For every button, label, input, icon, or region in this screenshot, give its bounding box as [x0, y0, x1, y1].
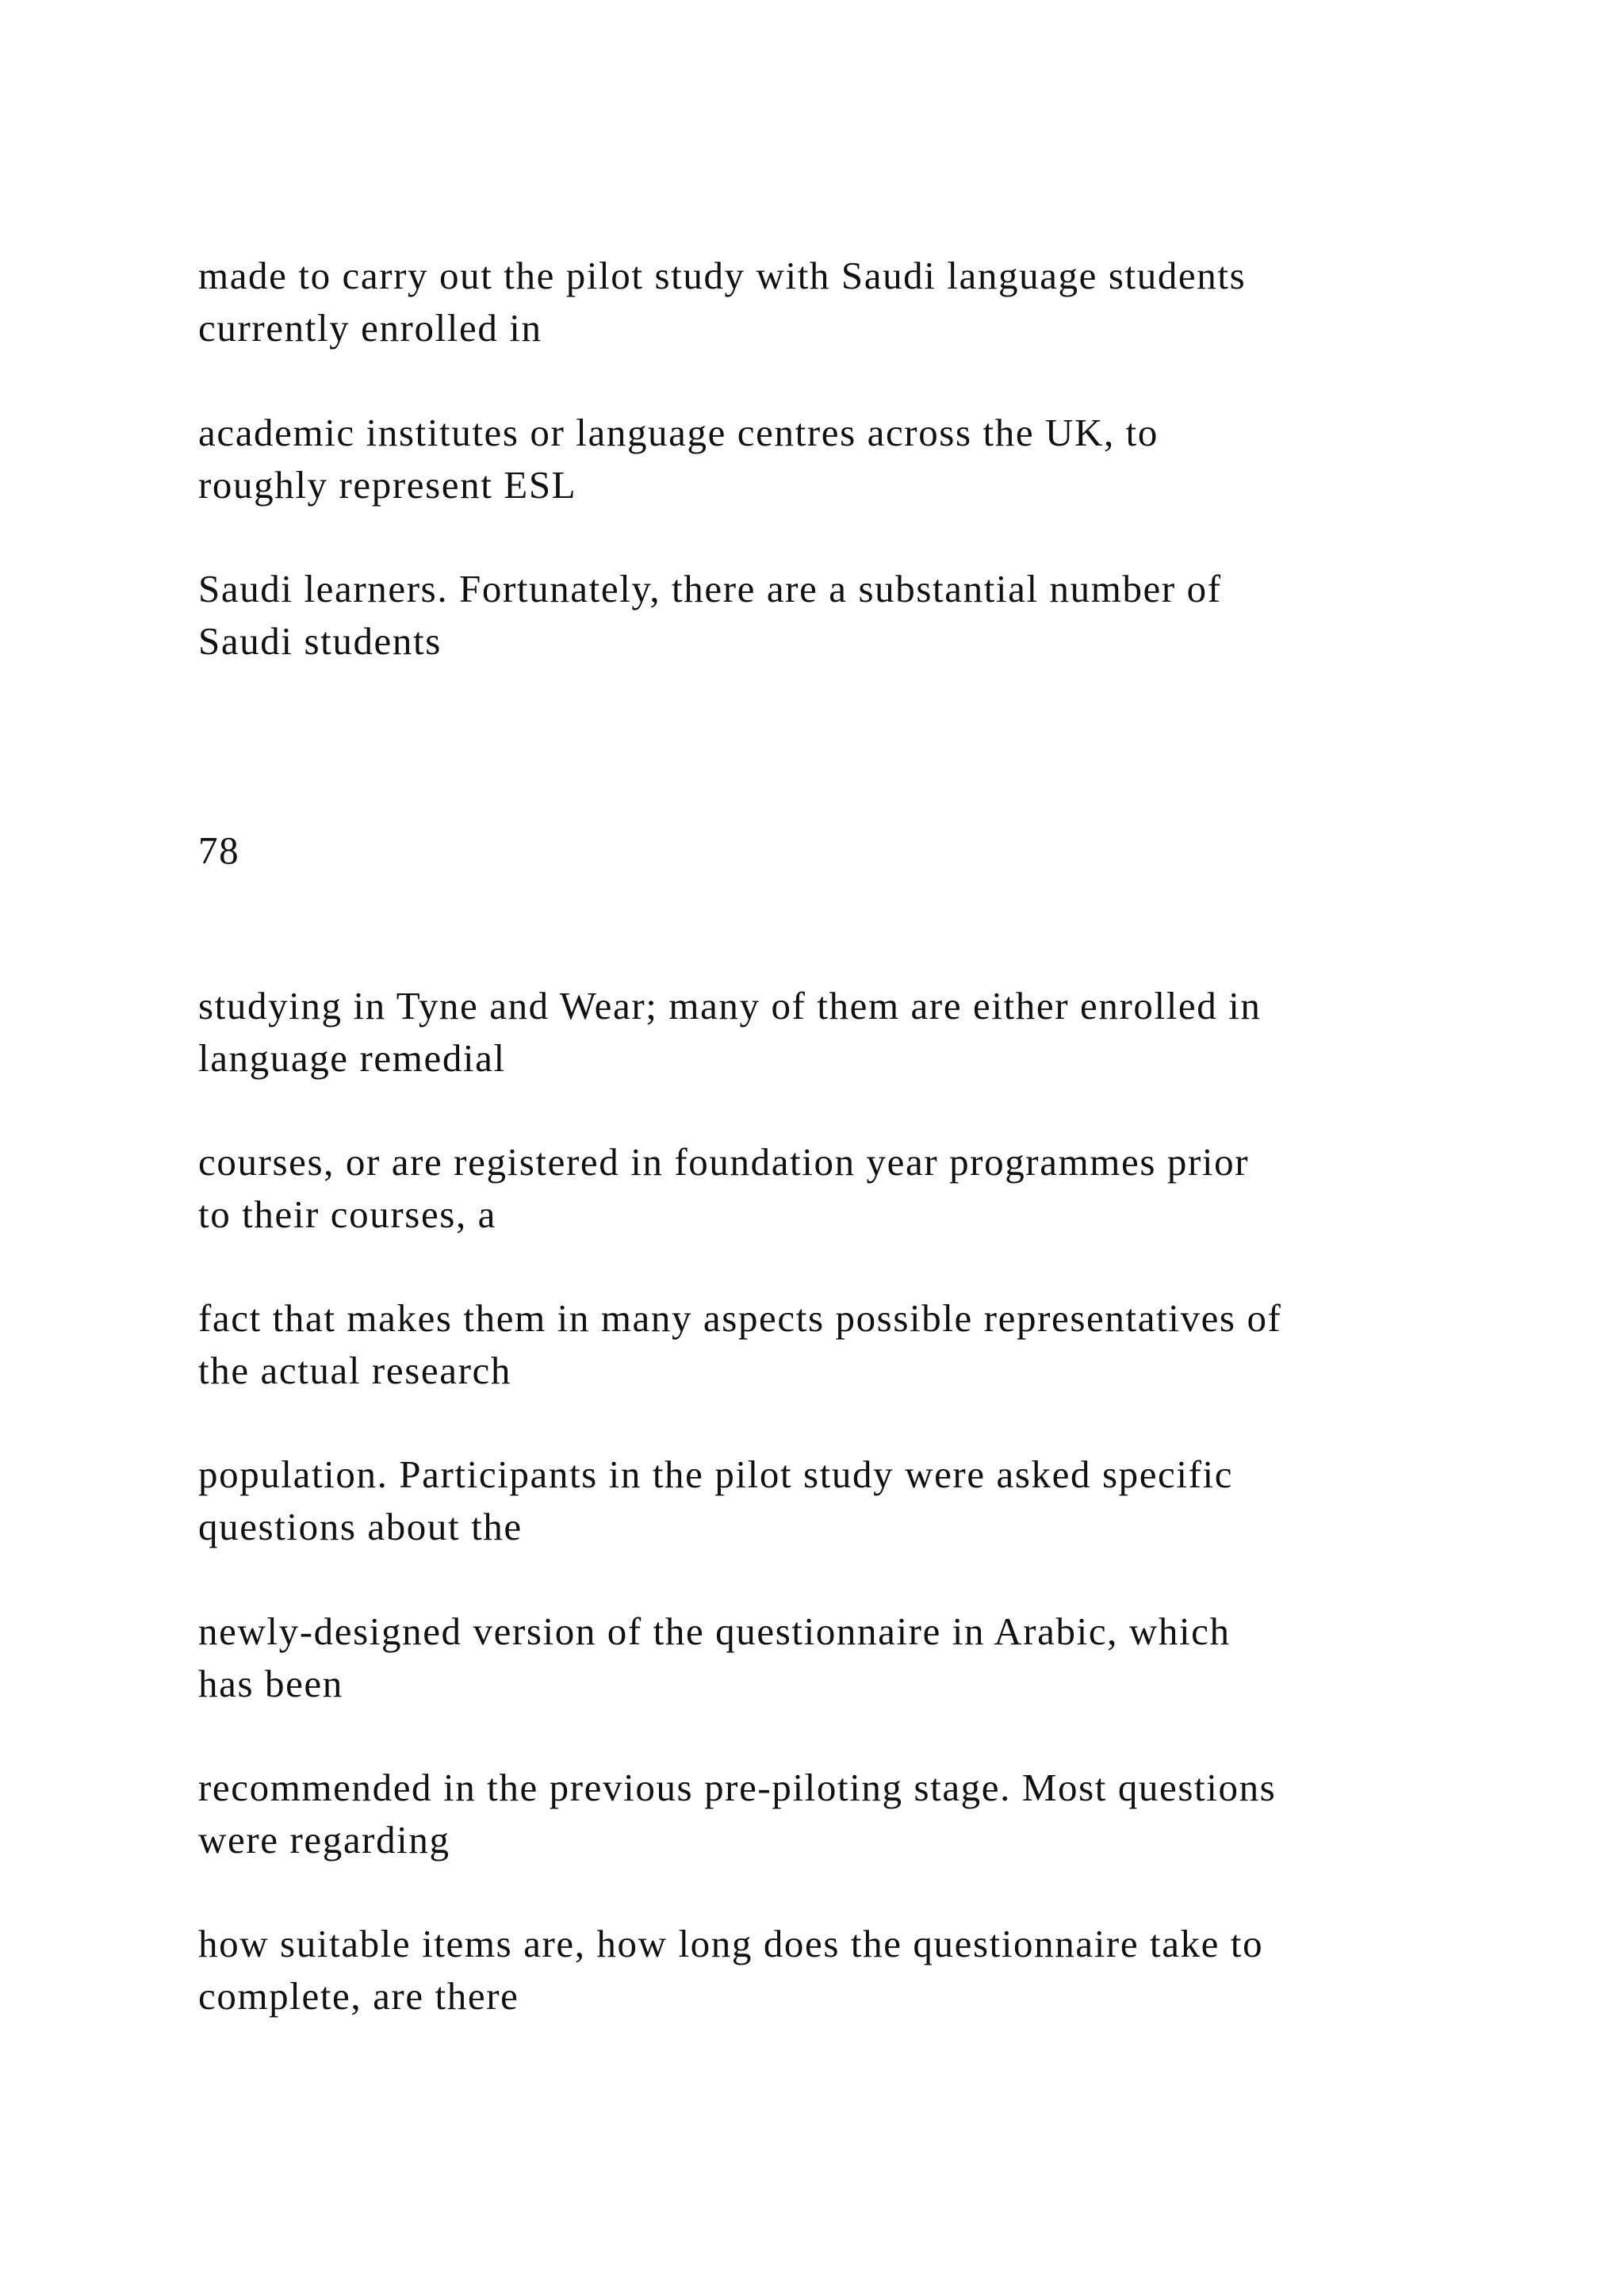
text-line: population. Participants in the pilot study were asked specific [198, 1452, 1234, 1496]
text-line: academic institutes or language centres across the UK, to [198, 411, 1159, 454]
text-line: fact that makes them in many aspects possible representatives of [198, 1296, 1282, 1340]
text-line: to their courses, a [198, 1192, 497, 1236]
page-number: 78 [198, 828, 240, 872]
text-line: language remedial [198, 1036, 506, 1080]
paragraph-8 [198, 1605, 1530, 1710]
text-line: Saudi students [198, 619, 442, 663]
paragraph-10 [198, 1918, 1530, 2022]
text-line: the actual research [198, 1349, 511, 1392]
paragraph-9 [198, 1762, 1530, 1866]
text-line: were regarding [198, 1818, 450, 1862]
paragraph-7 [198, 1448, 1530, 1553]
text-line: has been [198, 1662, 343, 1705]
text-line: currently enrolled in [198, 306, 542, 350]
text-line: courses, or are registered in foundation year programmes prior [198, 1140, 1250, 1184]
text-line: studying in Tyne and Wear; many of them are either enrolled in [198, 984, 1262, 1027]
paragraph-5 [198, 1136, 1530, 1241]
paragraph-4 [198, 980, 1530, 1085]
text-line: made to carry out the pilot study with Saudi language students [198, 254, 1247, 297]
text-line: newly-designed version of the questionnaire in Arabic, which [198, 1609, 1231, 1653]
text-line: roughly represent ESL [198, 463, 577, 507]
paragraph-3 [198, 563, 1530, 668]
paragraph-6 [198, 1292, 1530, 1397]
text-line: questions about the [198, 1505, 523, 1548]
text-line: complete, are there [198, 1974, 519, 2018]
text-line: Saudi learners. Fortunately, there are a substantial number of [198, 567, 1222, 610]
paragraph-1 [198, 250, 1530, 354]
text-line: how suitable items are, how long does the questionnaire take to [198, 1922, 1264, 1965]
text-line: recommended in the previous pre-piloting stage. Most questions [198, 1766, 1277, 1809]
paragraph-2 [198, 407, 1530, 511]
